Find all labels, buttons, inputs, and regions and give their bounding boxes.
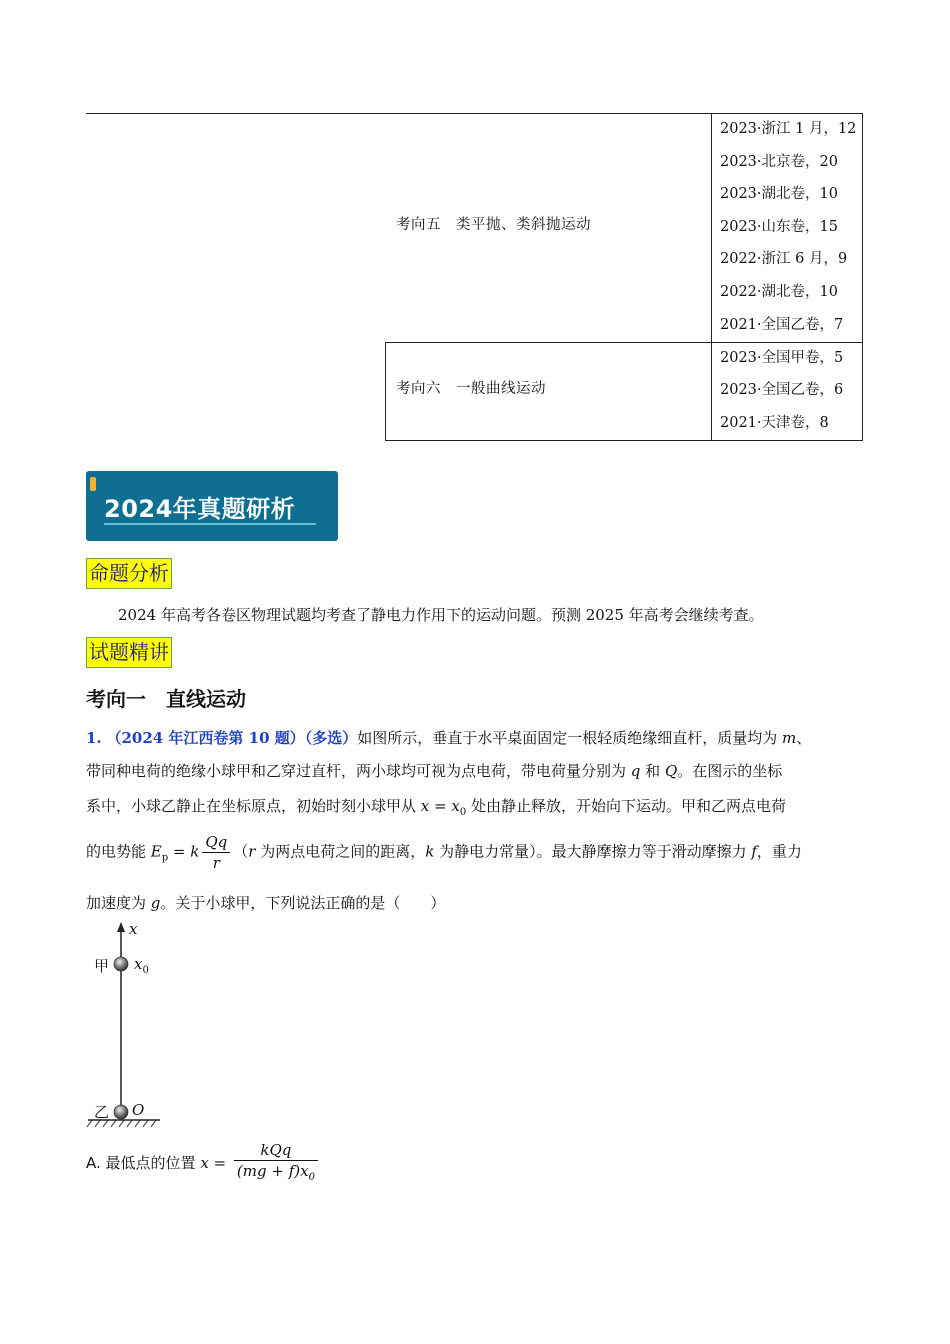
ref-cell: 2023·全国乙卷，6: [720, 382, 844, 398]
ref-cell: 2023·湖北卷，10: [720, 186, 838, 202]
section-heading: 考向一 直线运动: [86, 687, 246, 711]
ref-cell: 2023·北京卷，20: [720, 154, 838, 170]
question-line-3: 系中，小球乙静止在坐标原点，初始时刻小球甲从 $x = x_0$ 处由静止释放，开始向下运动。甲和乙两点电荷: [86, 797, 786, 818]
table-bottom-border: [385, 440, 863, 441]
ball-jia: [114, 957, 128, 971]
question-number: 1.: [86, 729, 102, 747]
ref-cell: 2021·全国乙卷，7: [720, 317, 844, 333]
topic-cell-5: 考向五 类平抛、类斜抛运动: [396, 217, 591, 233]
label-x0: $x_0$: [134, 955, 149, 976]
question-line-5: 加速度为 g。关于小球甲，下列说法正确的是（ ）: [86, 894, 446, 912]
ref-cell: 2023·浙江 1 月，12: [720, 121, 857, 137]
axis-label-x: x: [129, 920, 138, 938]
table-top-border: [86, 113, 863, 114]
banner-underline: [104, 523, 316, 525]
question-line-4: 的电势能 $E_p = k$ $\frac{Qq}{r}$ （r 为两点电荷之间的距离，k 为静电力常量）。最大静摩擦力等于滑动摩擦力 f，重力: [86, 833, 802, 872]
ref-cell: 2023·山东卷，15: [720, 219, 838, 235]
option-a: A. 最低点的位置 x = $\frac{\text{kQq}}{(mg + f)x_0}$: [86, 1140, 321, 1188]
banner-title: 2024年真题研析: [104, 495, 296, 523]
banner-tab-marker: [90, 477, 96, 491]
ref-cell: 2021·天津卷，8: [720, 415, 829, 431]
question-line-2: 带同种电荷的绝缘小球甲和乙穿过直杆，两小球均可视为点电荷，带电荷量分别为 q 和 Q。在图示的坐标: [86, 762, 783, 780]
label-yi: 乙: [94, 1103, 110, 1121]
analysis-text: 2024 年高考各卷区物理试题均考查了静电力作用下的运动问题。预测 2025 年高考会继续考查。: [118, 606, 764, 624]
table-col-divider: [711, 113, 712, 441]
ref-cell: 2022·湖北卷，10: [720, 284, 838, 300]
lecture-label: 试题精讲: [86, 637, 172, 668]
vertical-rod: [117, 922, 125, 1108]
section-banner: [86, 471, 338, 541]
ref-cell: 2023·全国甲卷，5: [720, 350, 844, 366]
ref-cell: 2022·浙江 6 月，9: [720, 251, 848, 267]
label-jia: 甲: [94, 957, 110, 975]
option-a-fraction: $\frac{\text{kQq}}{(mg + f)x_0}$: [234, 1140, 318, 1188]
option-a-label: A.: [86, 1154, 101, 1172]
question-line-1: 1. （2024 年江西卷第 10 题）（多选）如图所示，垂直于水平桌面固定一根轻质绝缘细直杆，质量均为 m、: [86, 729, 812, 747]
potential-energy-fraction: $\frac{Qq}{r}$: [202, 832, 230, 873]
table-right-border: [862, 113, 863, 441]
label-origin: O: [132, 1101, 145, 1119]
analysis-label: 命题分析: [86, 558, 172, 589]
rod-figure: [80, 918, 180, 1128]
table-row-divider: [385, 342, 863, 343]
table-left-border: [385, 343, 386, 441]
topic-cell-6: 考向六 一般曲线运动: [396, 381, 546, 397]
question-source: （2024 年江西卷第 10 题）（多选）: [106, 729, 358, 747]
ball-yi: [114, 1105, 128, 1119]
